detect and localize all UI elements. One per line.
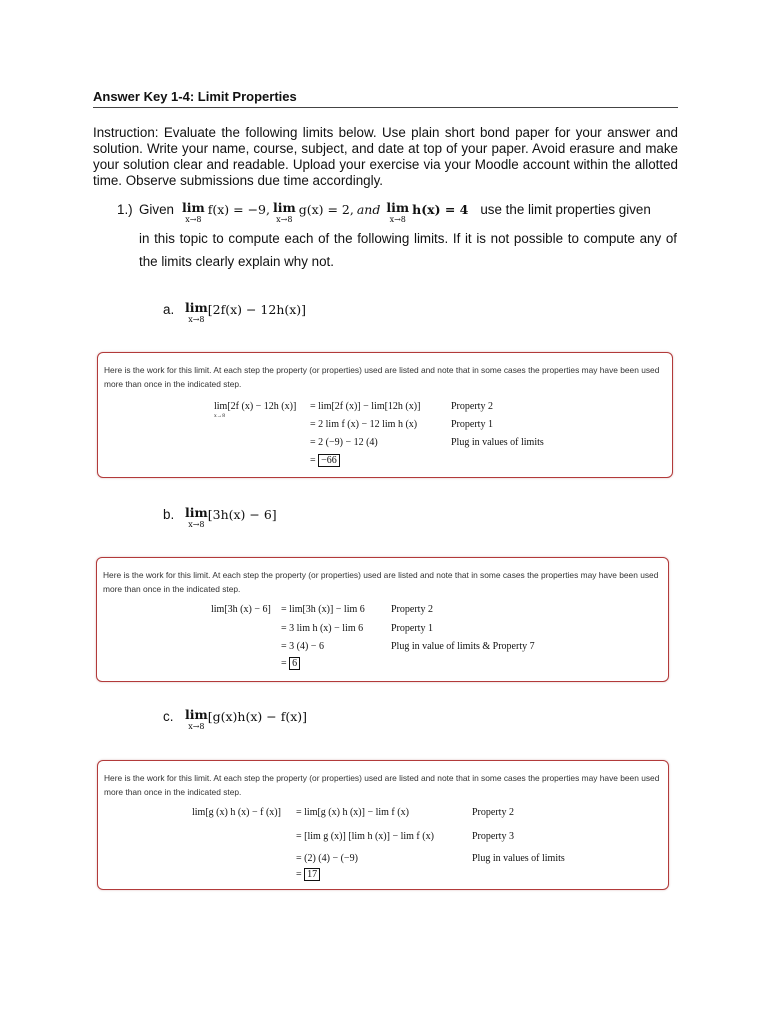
- given-f-value: f(x) = −9,: [207, 202, 270, 217]
- part-a-heading: [163, 302, 306, 324]
- problem-number: 1.): [117, 202, 133, 217]
- work-step: = (2) (4) − (−9): [296, 853, 358, 864]
- property-label: Plug in value of limits & Property 7: [391, 641, 535, 652]
- work-step: = lim[g (x) h (x)] − lim f (x): [296, 807, 409, 818]
- problem-text: use the limit properties given: [480, 202, 651, 217]
- work-step: = 2 (−9) − 12 (4): [310, 437, 378, 448]
- solution-note: Here is the work for this limit. At each step the property (or properties) used are listed and note that in some cases the properties may have been used more than once in the indicated step.: [104, 365, 660, 389]
- part-expression: [2f(x) − 12h(x)]: [207, 302, 307, 317]
- limit-operator: lim x→8: [181, 200, 205, 224]
- page-title: Answer Key 1-4: Limit Properties: [93, 89, 678, 108]
- problem-statement: [117, 202, 677, 273]
- property-label: Property 3: [472, 831, 514, 842]
- final-answer-row: [281, 658, 300, 669]
- work-lhs: lim[3h (x) − 6]: [211, 604, 271, 615]
- part-b-heading: [163, 507, 277, 529]
- work-step: = 2 lim f (x) − 12 lim h (x): [310, 419, 418, 430]
- work-step: = lim[3h (x)] − lim 6: [281, 604, 365, 615]
- solution-box-b: [96, 557, 669, 682]
- property-label: Property 1: [451, 419, 493, 430]
- work-step: = 3 (4) − 6: [281, 641, 324, 652]
- work-step: = 3 lim h (x) − lim 6: [281, 623, 364, 634]
- equals-sign: =: [281, 658, 287, 669]
- solution-note: Here is the work for this limit. At each step the property (or properties) used are listed and note that in some cases the properties may have been used more than once in the indicated step.: [103, 570, 659, 594]
- limit-operator: lim x→8: [272, 200, 296, 224]
- limit-subscript: x→8: [214, 413, 225, 419]
- equals-sign: =: [296, 869, 302, 880]
- property-label: Plug in values of limits: [472, 853, 565, 864]
- given-and-word: and: [356, 202, 381, 217]
- work-lhs: lim[2f (x) − 12h (x)]: [214, 401, 297, 412]
- limit-operator: lim x→8: [386, 200, 410, 224]
- part-label: a.: [163, 302, 175, 317]
- limit-operator: lim x→8: [185, 300, 208, 324]
- part-expression: [g(x)h(x) − f(x)]: [207, 709, 307, 724]
- part-label: b.: [163, 507, 175, 522]
- property-label: Property 2: [472, 807, 514, 818]
- instruction-paragraph: Instruction: Evaluate the following limits below. Use plain short bond paper for your answer and solution. Write your name, course, subject, and date at top of your paper. Avoid erasure and make your solution clear and readable. Upload your exercise via your Moodle account within the allotted time. Observe submissions due time accordingly.: [93, 125, 678, 188]
- final-answer: −66: [318, 454, 340, 467]
- property-label: Property 2: [451, 401, 493, 412]
- final-answer: 17: [304, 868, 320, 881]
- work-step: = [lim g (x)] [lim h (x)] − lim f (x): [296, 831, 434, 842]
- equals-sign: =: [310, 455, 316, 466]
- solution-box-c: [97, 760, 669, 890]
- limit-operator: lim x→8: [185, 707, 208, 731]
- solution-note: Here is the work for this limit. At each step the property (or properties) used are listed and note that in some cases the properties may have been used more than once in the indicated step.: [104, 773, 660, 797]
- limit-operator: lim x→8: [185, 505, 208, 529]
- given-h-value: h(x) = 4: [412, 202, 469, 217]
- solution-box-a: [97, 352, 673, 478]
- final-answer-row: [310, 455, 340, 466]
- work-lhs: lim[g (x) h (x) − f (x)]: [192, 807, 281, 818]
- part-label: c.: [163, 709, 174, 724]
- problem-text-continued: in this topic to compute each of the following limits. If it is not possible to compute any of the limits clearly explain why not.: [139, 230, 677, 269]
- final-answer-row: [296, 869, 320, 880]
- property-label: Plug in values of limits: [451, 437, 544, 448]
- given-word: Given: [139, 202, 174, 217]
- part-expression: [3h(x) − 6]: [207, 507, 277, 522]
- given-g-value: g(x) = 2,: [298, 202, 354, 217]
- final-answer: 6: [289, 657, 300, 670]
- property-label: Property 1: [391, 623, 433, 634]
- property-label: Property 2: [391, 604, 433, 615]
- part-c-heading: [163, 709, 307, 731]
- work-step: = lim[2f (x)] − lim[12h (x)]: [310, 401, 421, 412]
